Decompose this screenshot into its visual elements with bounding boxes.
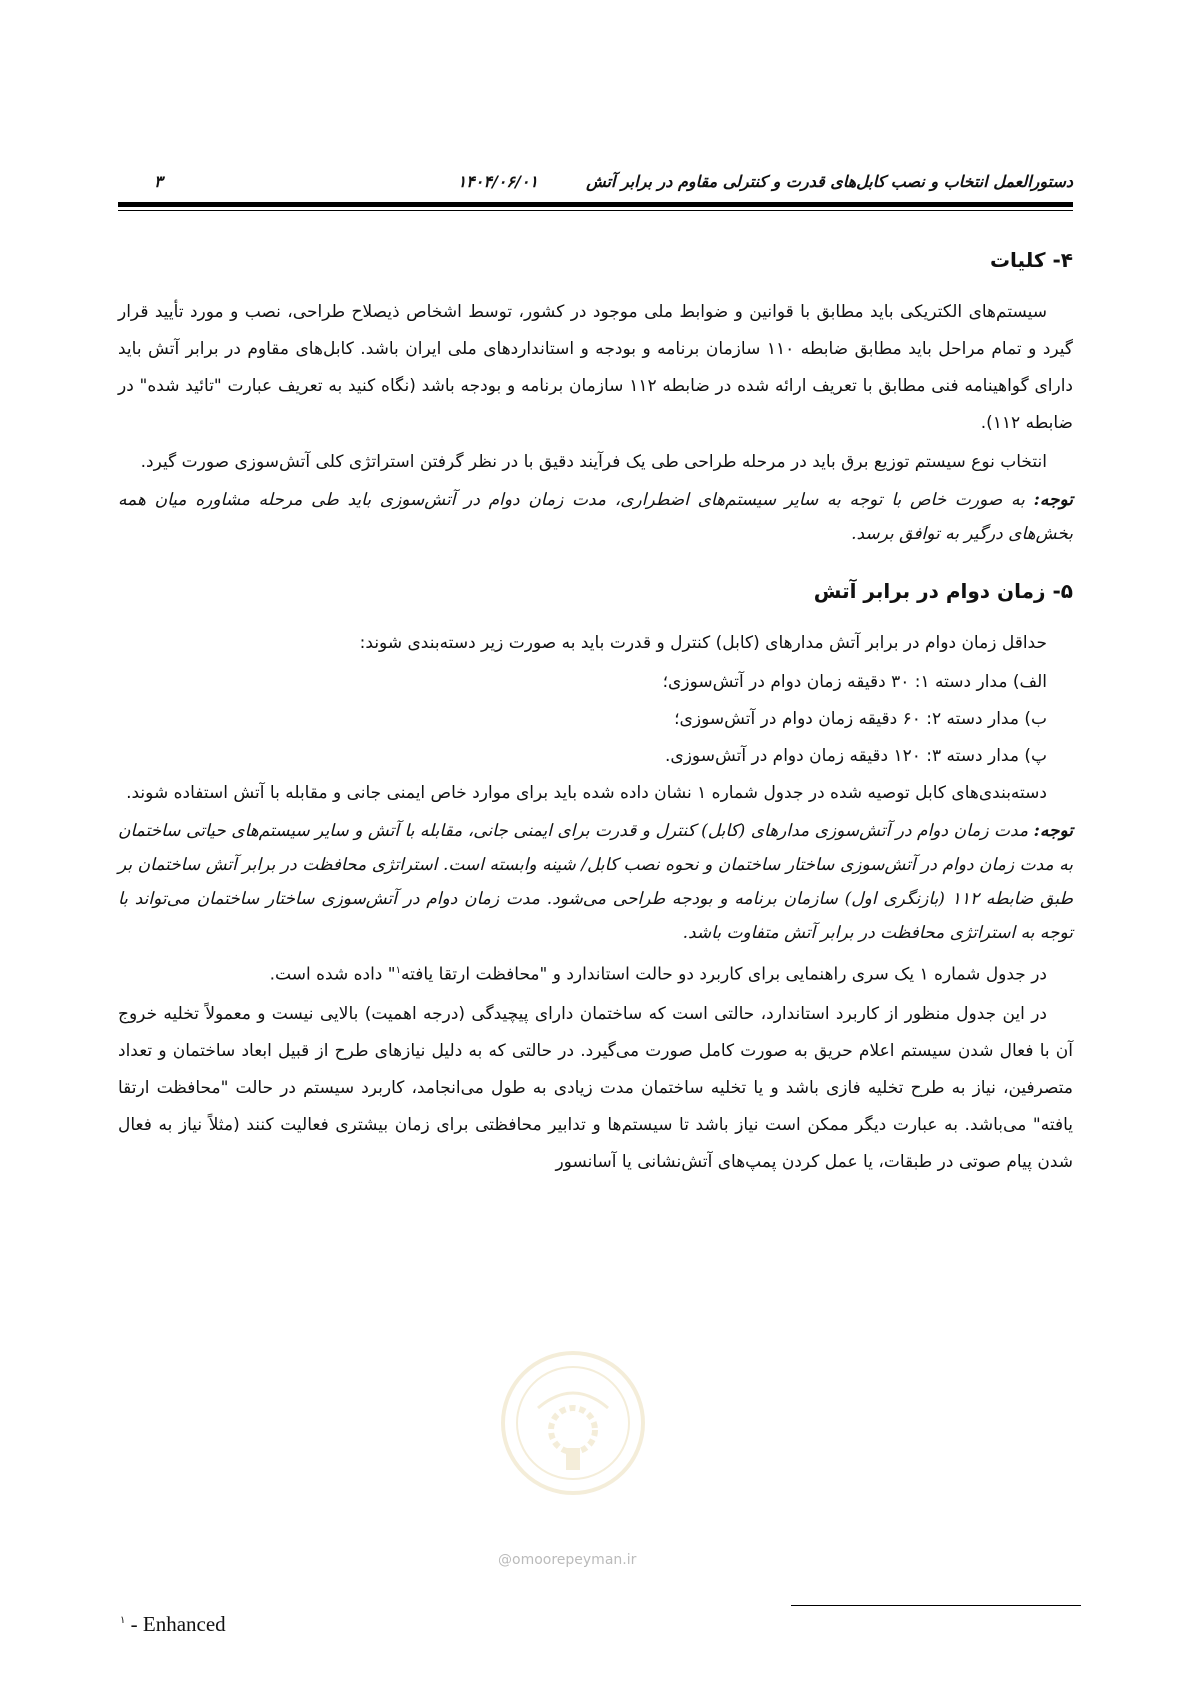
note-label: توجه: xyxy=(1033,821,1073,841)
section-5-final-paragraph: در این جدول منظور از کاربرد استاندارد، حالتی است که ساختمان دارای پیچیدگی (درجه اهمیت) بالایی نیست و معمولاً تخلیه خروج آن با فعال شدن سیستم اعلام حریق به صورت کامل صورت می‌گیرد. در حالتی که به دلیل نیازهای طرح از قبیل ابعاد ساختمان و تعداد متصرفین، نیاز به طرح تخلیه فازی باشد و یا تخلیه ساختمان مدت زیادی به طول می‌انجامد، کاربرد سیستم در حالت "محافظت ارتقا یافته" می‌باشد. به عبارت دیگر ممکن است نیاز باشد تا سیستم‌ها و تدابیر محافظتی برای زمان بیشتری فعالیت کنند (مثلاً نیاز به فعال شدن پیام صوتی در طبقات، یا عمل کردن پمپ‌های آتش‌نشانی یا آسانسور xyxy=(118,1003,1073,1172)
header-rule-thin xyxy=(118,210,1073,211)
footnote-separator xyxy=(791,1605,1081,1606)
note-text: مدت زمان دوام در آتش‌سوزی مدارهای (کابل) کنترل و قدرت برای ایمنی جانی، مقابله با آتش و سایر سیستم‌های حیاتی ساختمان به مدت زمان دوام در آتش‌سوزی ساختار ساختمان و نحوه نصب کابل/ شینه وابسته است. استراتژی محافظت در برابر آتش ساختمان بر طبق ضابطه ۱۱۲ (بازنگری اول) سازمان برنامه و بودجه طراحی می‌شود. مدت زمان دوام در آتش‌سوزی ساختار ساختمان می‌تواند با توجه به استراتژی محافظت در برابر آتش متفاوت باشد. xyxy=(118,821,1073,943)
page-content xyxy=(118,240,1073,1183)
header-date: ۱۴۰۴/۰۶/۰۱ xyxy=(457,172,538,191)
page-header xyxy=(118,172,1073,198)
section-5-note xyxy=(118,814,1073,950)
note-label: توجه: xyxy=(1033,490,1073,510)
table-reference-paragraph xyxy=(118,952,1073,994)
page-number: ۳ xyxy=(154,172,163,191)
section-5-paragraph-after-items: دسته‌بندی‌های کابل توصیه شده در جدول شماره ۱ نشان داده شده باید برای موارد خاص ایمنی جانی و مقابله با آتش استفاده شوند. xyxy=(126,783,1047,803)
category-item-2: ب) مدار دسته ۲: ۶۰ دقیقه زمان دوام در آتش‌سوزی؛ xyxy=(674,709,1047,729)
footnote xyxy=(120,1612,226,1637)
watermark-seal-icon xyxy=(498,1348,648,1498)
table-para-before: در جدول شماره ۱ یک سری راهنمایی برای کاربرد دو حالت استاندارد و "محافظت ارتقا یافته xyxy=(400,964,1047,985)
section-5-intro: حداقل زمان دوام در برابر آتش مدارهای (کابل) کنترل و قدرت باید به صورت زیر دسته‌بندی شوند: xyxy=(359,633,1047,653)
section-5-heading: ۵- زمان دوام در برابر آتش xyxy=(813,579,1073,603)
section-4-paragraph-1: سیستم‌های الکتریکی باید مطابق با قوانین و ضوابط ملی موجود در کشور، توسط اشخاص ذیصلاح طراحی، نصب و مورد تأیید قرار گیرد و تمام مراحل باید مطابق ضابطه ۱۱۰ سازمان برنامه و بودجه و استانداردهای ملی ایران باشد. کابل‌های مقاوم در برابر آتش باید دارای گواهینامه فنی مطابق با تعریف ارائه شده در ضابطه ۱۱۲ سازمان برنامه و بودجه باشد (نگاه کنید به تعریف عبارت "تائید شده" در ضابطه ۱۱۲). xyxy=(118,302,1073,433)
section-4-heading: ۴- کلیات xyxy=(989,248,1073,272)
category-item-3: پ) مدار دسته ۳: ۱۲۰ دقیقه زمان دوام در آتش‌سوزی. xyxy=(665,746,1047,766)
header-title: دستورالعمل انتخاب و نصب کابل‌های قدرت و کنترلی مقاوم در برابر آتش xyxy=(586,172,1073,191)
section-4-paragraph-2: انتخاب نوع سیستم توزیع برق باید در مرحله طراحی طی یک فرآیند دقیق با در نظر گرفتن استراتژی کلی آتش‌سوزی صورت گیرد. xyxy=(140,452,1047,472)
category-item-1: الف) مدار دسته ۱: ۳۰ دقیقه زمان دوام در آتش‌سوزی؛ xyxy=(662,672,1047,692)
footnote-marker: ۱ xyxy=(120,1615,126,1626)
footnote-text: - Enhanced xyxy=(125,1612,226,1636)
watermark-text: @omoorepeyman.ir xyxy=(498,1552,637,1568)
footnote-ref: ۱ xyxy=(395,965,401,976)
header-rule-thick xyxy=(118,202,1073,207)
note-text: به صورت خاص با توجه به سایر سیستم‌های اضطراری، مدت زمان دوام در آتش‌سوزی باید طی مرحله مشاوره میان همه بخش‌های درگیر به توافق برسد. xyxy=(118,490,1073,544)
table-para-after: " داده شده است. xyxy=(269,964,396,985)
section-4-note xyxy=(118,483,1073,551)
